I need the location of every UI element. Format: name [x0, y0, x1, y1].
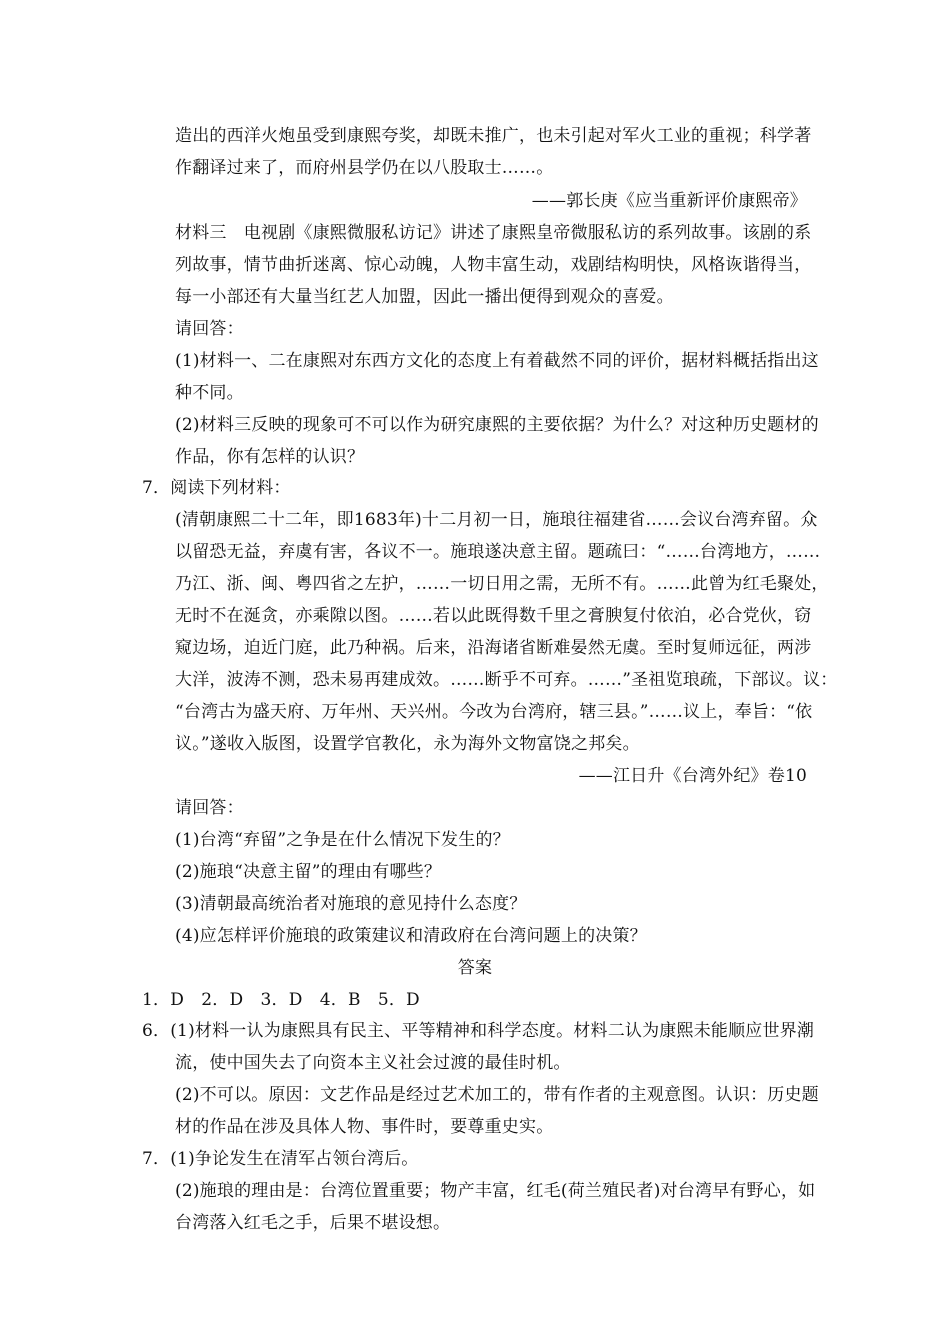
question-line: (4)应怎样评价施琅的政策建议和清政府在台湾问题上的决策？: [175, 926, 647, 946]
text-line: 无时不在涎贪，亦乘隙以图。……若以此既得数千里之膏腴复付依泊，必合党伙，窃: [175, 606, 812, 626]
text-line: 每一小部还有大量当红艺人加盟，因此一播出便得到观众的喜爱。: [175, 287, 674, 307]
answer-line: 材的作品在涉及具体人物、事件时，要尊重史实。: [175, 1117, 554, 1137]
text-line: 材料三 电视剧《康熙微服私访记》讲述了康熙皇帝微服私访的系列故事。该剧的系: [175, 223, 812, 243]
answer-line: 6．(1)材料一认为康熙具有民主、平等精神和科学态度。材料二认为康熙未能顺应世界潮: [142, 1021, 815, 1041]
text-line: 乃江、浙、闽、粤四省之左护，……一切日用之需，无所不有。……此曾为红毛聚处，: [175, 574, 829, 594]
question-line: 种不同。: [175, 383, 244, 403]
question-line: 作品，你有怎样的认识？: [175, 447, 365, 467]
citation: ——郭长庚《应当重新评价康熙帝》: [531, 191, 807, 211]
question-line: (2)施琅“决意主留”的理由有哪些？: [175, 862, 442, 882]
answer-line: (2)施琅的理由是：台湾位置重要；物产丰富，红毛(荷兰殖民者)对台湾早有野心，如: [175, 1181, 816, 1201]
text-line: “台湾古为盛天府、万年州、天兴州。今改为台湾府，辖三县。”……议上，奉旨：“依: [175, 702, 813, 722]
question-line: (1)台湾“弃留”之争是在什么情况下发生的？: [175, 830, 510, 850]
answer-heading: 答案: [457, 958, 493, 978]
answer-line: 台湾落入红毛之手，后果不堪设想。: [175, 1213, 451, 1233]
text-line: 窥边场，迫近门庭，此乃种祸。后来，沿海诸省断难晏然无虞。至时复师远征，两涉: [175, 638, 812, 658]
prompt-label: 请回答：: [175, 798, 244, 818]
answer-line: 7．(1)争论发生在清军占领台湾后。: [142, 1149, 419, 1169]
text-line: 议。”遂收入版图，设置学官教化，永为海外文物富饶之邦矣。: [175, 734, 640, 754]
answer-line: (2)不可以。原因：文艺作品是经过艺术加工的，带有作者的主观意图。认识：历史题: [175, 1085, 819, 1105]
answer-line: 1．D 2．D 3．D 4．B 5．D: [142, 990, 420, 1010]
text-line: 列故事，情节曲折迷离、惊心动魄，人物丰富生动，戏剧结构明快，风格诙谐得当，: [175, 255, 812, 275]
question-line: (3)清朝最高统治者对施琅的意见持什么态度？: [175, 894, 527, 914]
text-line: 造出的西洋火炮虽受到康熙夸奖，却既未推广，也未引起对军火工业的重视；科学著: [175, 126, 812, 146]
question-heading: 7．阅读下列材料：: [142, 478, 291, 498]
answer-line: 流，使中国失去了向资本主义社会过渡的最佳时机。: [175, 1053, 571, 1073]
text-line: 以留恐无益，弃虞有害，各议不一。施琅遂决意主留。题疏曰：“……台湾地方，……: [175, 542, 821, 562]
question-line: (1)材料一、二在康熙对东西方文化的态度上有着截然不同的评价，据材料概括指出这: [175, 351, 819, 371]
citation: ——江日升《台湾外纪》卷10: [578, 766, 807, 786]
text-line: 作翻译过来了，而府州县学仍在以八股取士……。: [175, 158, 554, 178]
text-line: 大洋，波涛不测，恐未易再建成效。……断乎不可弃。……”圣祖览琅疏，下部议。议：: [175, 670, 838, 690]
question-line: (2)材料三反映的现象可不可以作为研究康熙的主要依据？为什么？对这种历史题材的: [175, 415, 819, 435]
text-line: (清朝康熙二十二年，即1683年)十二月初一日，施琅往福建省……会议台湾弃留。众: [175, 510, 818, 530]
prompt-label: 请回答：: [175, 319, 244, 339]
